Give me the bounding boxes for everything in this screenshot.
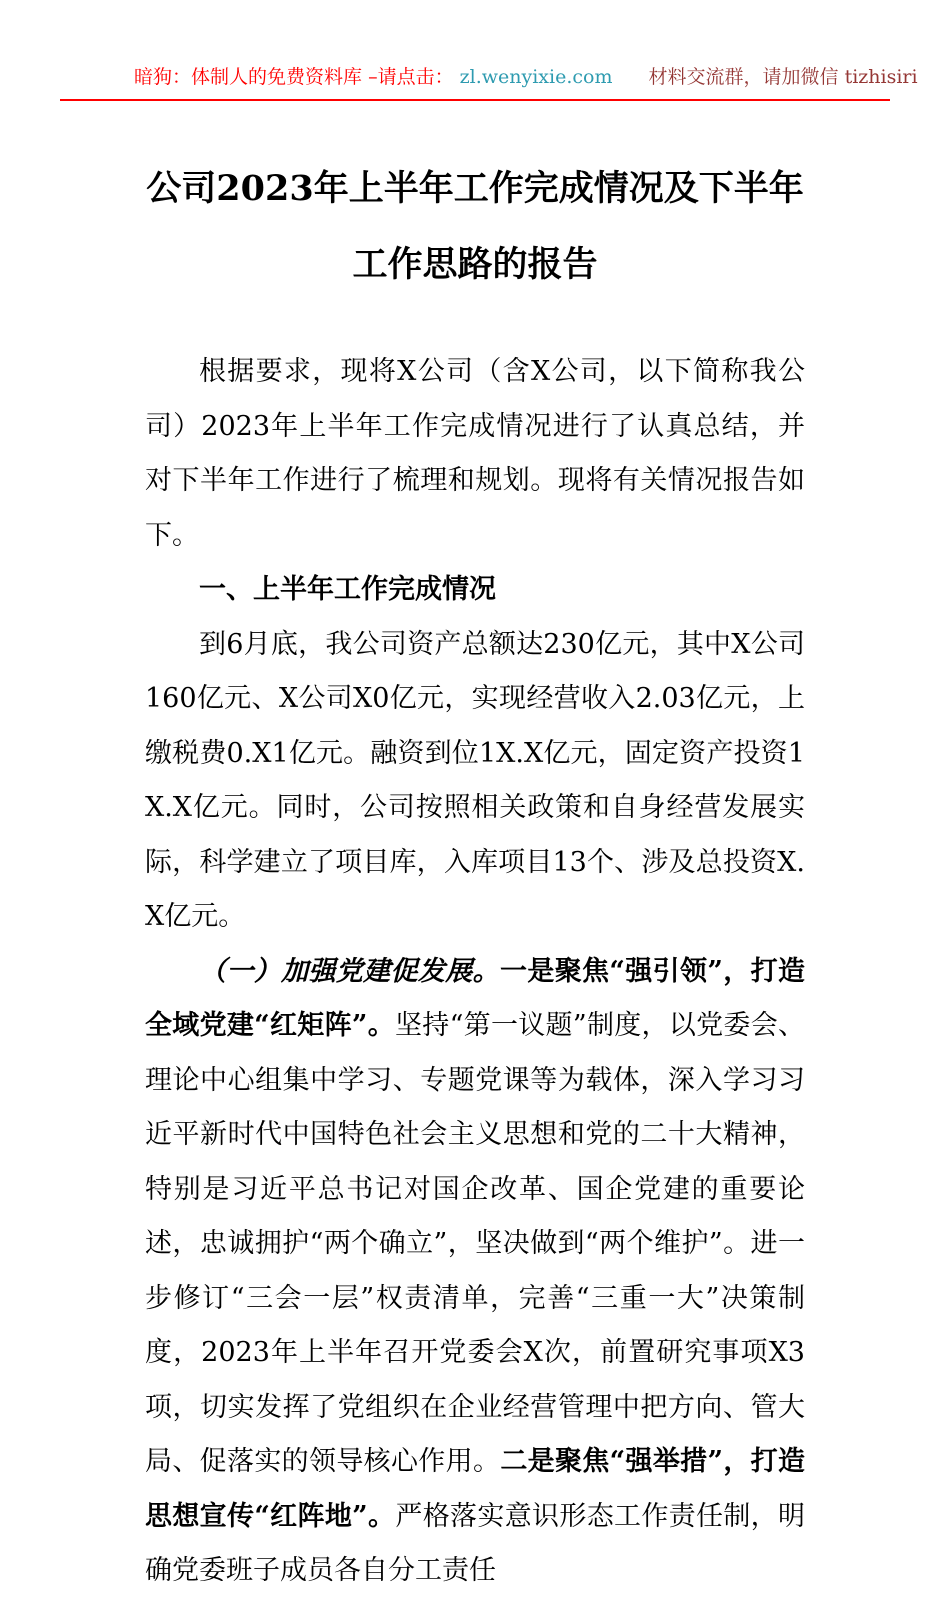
paragraph: [145, 618, 805, 945]
text-run: 一、上半年工作完成情况: [199, 574, 496, 605]
document-body: [145, 345, 805, 1599]
text-run: 到6月底，我公司资产总额达230亿元，其中X公司160亿元、X公司X0亿元，实现经营收入2.03亿元，上缴税费0.X1亿元。融资到位1X.X亿元，固定资产投资1X.X亿元。同时，公司按照相关政策和自身经营发展实际，科学建立了项目库，入库项目13个、涉及总投资X.X亿元。: [145, 628, 805, 932]
text-run: 二是聚焦“强举措”，打造思想宣传“红阵地”。: [145, 1446, 806, 1532]
section-heading: [145, 563, 805, 618]
document-title: 公司2023年上半年工作完成情况及下半年工作思路的报告: [146, 168, 804, 285]
text-run: 严格落实意识形态工作责任制，明确党委班子成员各自分工责任: [145, 1500, 806, 1586]
banner-group-info: 材料交流群，请加微信 tizhisiri: [648, 66, 918, 88]
promo-banner: [0, 0, 950, 101]
paragraph: [145, 945, 805, 1599]
banner-click-prompt: –请点击：: [368, 66, 454, 88]
text-run: （一）加强党建促发展。: [199, 955, 500, 987]
banner-link[interactable]: zl.wenyixie.com: [459, 66, 613, 88]
promo-banner-text: [60, 64, 918, 90]
paragraph: [145, 345, 805, 563]
banner-site-name: 暗狗：体制人的免费资料库: [134, 66, 363, 88]
document-page: [0, 151, 950, 1599]
banner-divider-rule: [60, 99, 890, 101]
text-run: 坚持“第一议题”制度，以党委会、理论中心组集中学习、专题党课等为载体，深入学习习近平新时代中国特色社会主义思想和党的二十大精神，特别是习近平总书记对国企改革、国企党建的重要论述，忠诚拥护“两个确立”，坚决做到“两个维护”。进一步修订“三会一层”权责清单，完善“三重一大”决策制度，2023年上半年召开党委会X次，前置研究事项X3项，切实发挥了党组织在企业经营管理中把方向、管大局、促落实的领导核心作用。: [145, 1010, 806, 1477]
text-run: 一是聚焦“强引领”，打造全域党建“红矩阵”。: [145, 955, 805, 1041]
text-run: 根据要求，现将X公司（含X公司，以下简称我公司）2023年上半年工作完成情况进行了认真总结，并对下半年工作进行了梳理和规划。现将有关情况报告如下。: [145, 356, 805, 551]
